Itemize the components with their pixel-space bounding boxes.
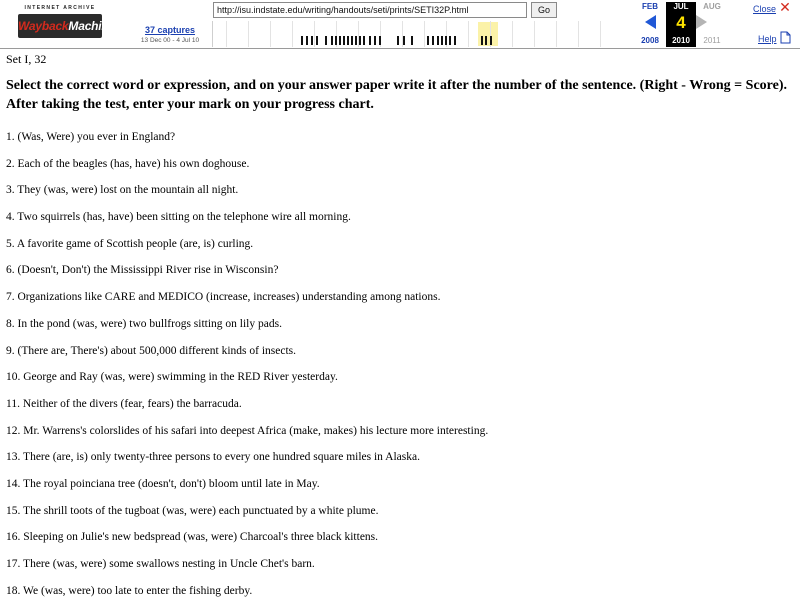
timeline-capture-bar[interactable] [339, 36, 341, 45]
next-capture-arrow-icon [696, 15, 707, 29]
timeline-tick [226, 21, 227, 47]
year-next-label: 2011 [703, 36, 721, 45]
question-list [6, 130, 796, 600]
question-item: 1. (Was, Were) you ever in England? [6, 131, 176, 143]
timeline-capture-bar[interactable] [485, 36, 487, 45]
instructions-heading: Select the correct word or expression, and on your answer paper write it after the number of the sentence. (Right - Wrong = Score). After taking the test, enter your mark on your progress chart. [6, 78, 787, 112]
set-title: Set I, 32 [6, 52, 47, 66]
help-link[interactable]: Help [758, 34, 777, 44]
question-item: 8. In the pond (was, were) two bullfrogs sitting on lily pads. [6, 317, 282, 330]
timeline-capture-bar[interactable] [335, 36, 337, 45]
timeline-capture-bar[interactable] [306, 36, 308, 45]
timeline-capture-bar[interactable] [347, 36, 349, 45]
question-item: 14. The royal poinciana tree (doesn't, don't) bloom until late in May. [6, 477, 320, 490]
timeline-capture-bar[interactable] [441, 36, 443, 45]
timeline-tick [292, 21, 293, 47]
timeline-capture-bar[interactable] [403, 36, 405, 45]
page-content [6, 50, 796, 600]
timeline-tick [534, 21, 535, 47]
timeline-capture-bar[interactable] [449, 36, 451, 45]
timeline-capture-bar[interactable] [481, 36, 483, 45]
question-item: 4. Two squirrels (has, have) been sitting on the telephone wire all morning. [6, 211, 351, 224]
question-item: 16. Sleeping on Julie's new bedspread (was, were) Charcoal's three black kittens. [6, 531, 379, 544]
timeline-tick [314, 21, 315, 47]
timeline-capture-bar[interactable] [432, 36, 434, 45]
timeline-tick [600, 21, 601, 47]
timeline-capture-bar[interactable] [490, 36, 492, 45]
timeline-tick [556, 21, 557, 47]
wayback-logo[interactable] [18, 5, 116, 43]
timeline-capture-bar[interactable] [397, 36, 399, 45]
prev-capture-arrow-icon[interactable] [645, 15, 656, 29]
capture-timeline[interactable] [212, 21, 626, 47]
timeline-capture-bar[interactable] [369, 36, 371, 45]
captures-info [138, 25, 202, 44]
url-input[interactable] [213, 2, 527, 18]
question-item: 15. The shrill toots of the tugboat (was, were) each punctuated by a white plume. [6, 504, 379, 517]
question-item: 6. (Doesn't, Don't) the Mississippi River rise in Wisconsin? [6, 264, 279, 277]
question-item: 18. We (was, were) too late to enter the fishing derby. [6, 584, 253, 597]
timeline-capture-bar[interactable] [379, 36, 381, 45]
timeline-capture-bar[interactable] [454, 36, 456, 45]
timeline-tick [248, 21, 249, 47]
month-navigator [630, 0, 740, 49]
timeline-tick [270, 21, 271, 47]
year-current-label: 2010 [666, 34, 696, 47]
timeline-capture-bar[interactable] [343, 36, 345, 45]
captures-date-range: 13 Dec 00 - 4 Jul 10 [140, 37, 200, 44]
timeline-tick [512, 21, 513, 47]
question-item: 5. A favorite game of Scottish people (are, is) curling. [6, 237, 254, 250]
timeline-capture-bar[interactable] [316, 36, 318, 45]
close-icon[interactable]: ✕ [779, 0, 791, 16]
timeline-capture-bar[interactable] [311, 36, 313, 45]
question-item: 13. There (are, is) only twenty-three persons to every one hundred square miles in Alaska. [6, 451, 420, 464]
timeline-capture-bar[interactable] [427, 36, 429, 45]
timeline-capture-bar[interactable] [374, 36, 376, 45]
question-item: 2. Each of the beagles (has, have) his own doghouse. [6, 157, 250, 170]
year-prev-link[interactable]: 2008 [641, 36, 659, 45]
logo-wayback-machine-text: WaybackMachine [18, 14, 102, 38]
help-icon[interactable] [780, 31, 791, 44]
timeline-capture-bar[interactable] [411, 36, 413, 45]
month-next-label: AUG [703, 2, 721, 11]
question-item: 11. Neither of the divers (fear, fears) the barracuda. [6, 397, 242, 410]
go-button[interactable]: Go [531, 2, 557, 18]
timeline-capture-bar[interactable] [363, 36, 365, 45]
timeline-tick [578, 21, 579, 47]
close-link[interactable]: Close [753, 4, 777, 14]
logo-internet-archive-text: INTERNET ARCHIVE [24, 5, 96, 11]
timeline-capture-bar[interactable] [351, 36, 353, 45]
timeline-capture-bar[interactable] [331, 36, 333, 45]
question-item: 7. Organizations like CARE and MEDICO (increase, increases) understanding among nations. [6, 291, 441, 304]
timeline-capture-bar[interactable] [445, 36, 447, 45]
question-item: 17. There (was, were) some swallows nesting in Uncle Chet's barn. [6, 558, 315, 570]
month-current-label: JUL [666, 2, 696, 12]
question-item: 12. Mr. Warrens's colorslides of his safari into deepest Africa (make, makes) his lecture more interesting. [6, 424, 489, 437]
timeline-capture-bar[interactable] [359, 36, 361, 45]
timeline-capture-bar[interactable] [355, 36, 357, 45]
captures-count-link[interactable]: 37 captures [144, 25, 196, 35]
timeline-tick [468, 21, 469, 47]
timeline-capture-bar[interactable] [301, 36, 303, 45]
month-prev-label[interactable]: FEB [642, 2, 658, 11]
question-item: 3. They (was, were) lost on the mountain all night. [6, 184, 239, 197]
timeline-capture-bar[interactable] [325, 36, 327, 45]
timeline-capture-bar[interactable] [437, 36, 439, 45]
timeline-tick [424, 21, 425, 47]
question-item: 9. (There are, There's) about 500,000 different kinds of insects. [6, 344, 297, 357]
question-item: 10. George and Ray (was, were) swimming in the RED River yesterday. [6, 371, 338, 384]
wayback-toolbar [0, 0, 800, 49]
current-day: 4 [666, 12, 696, 34]
